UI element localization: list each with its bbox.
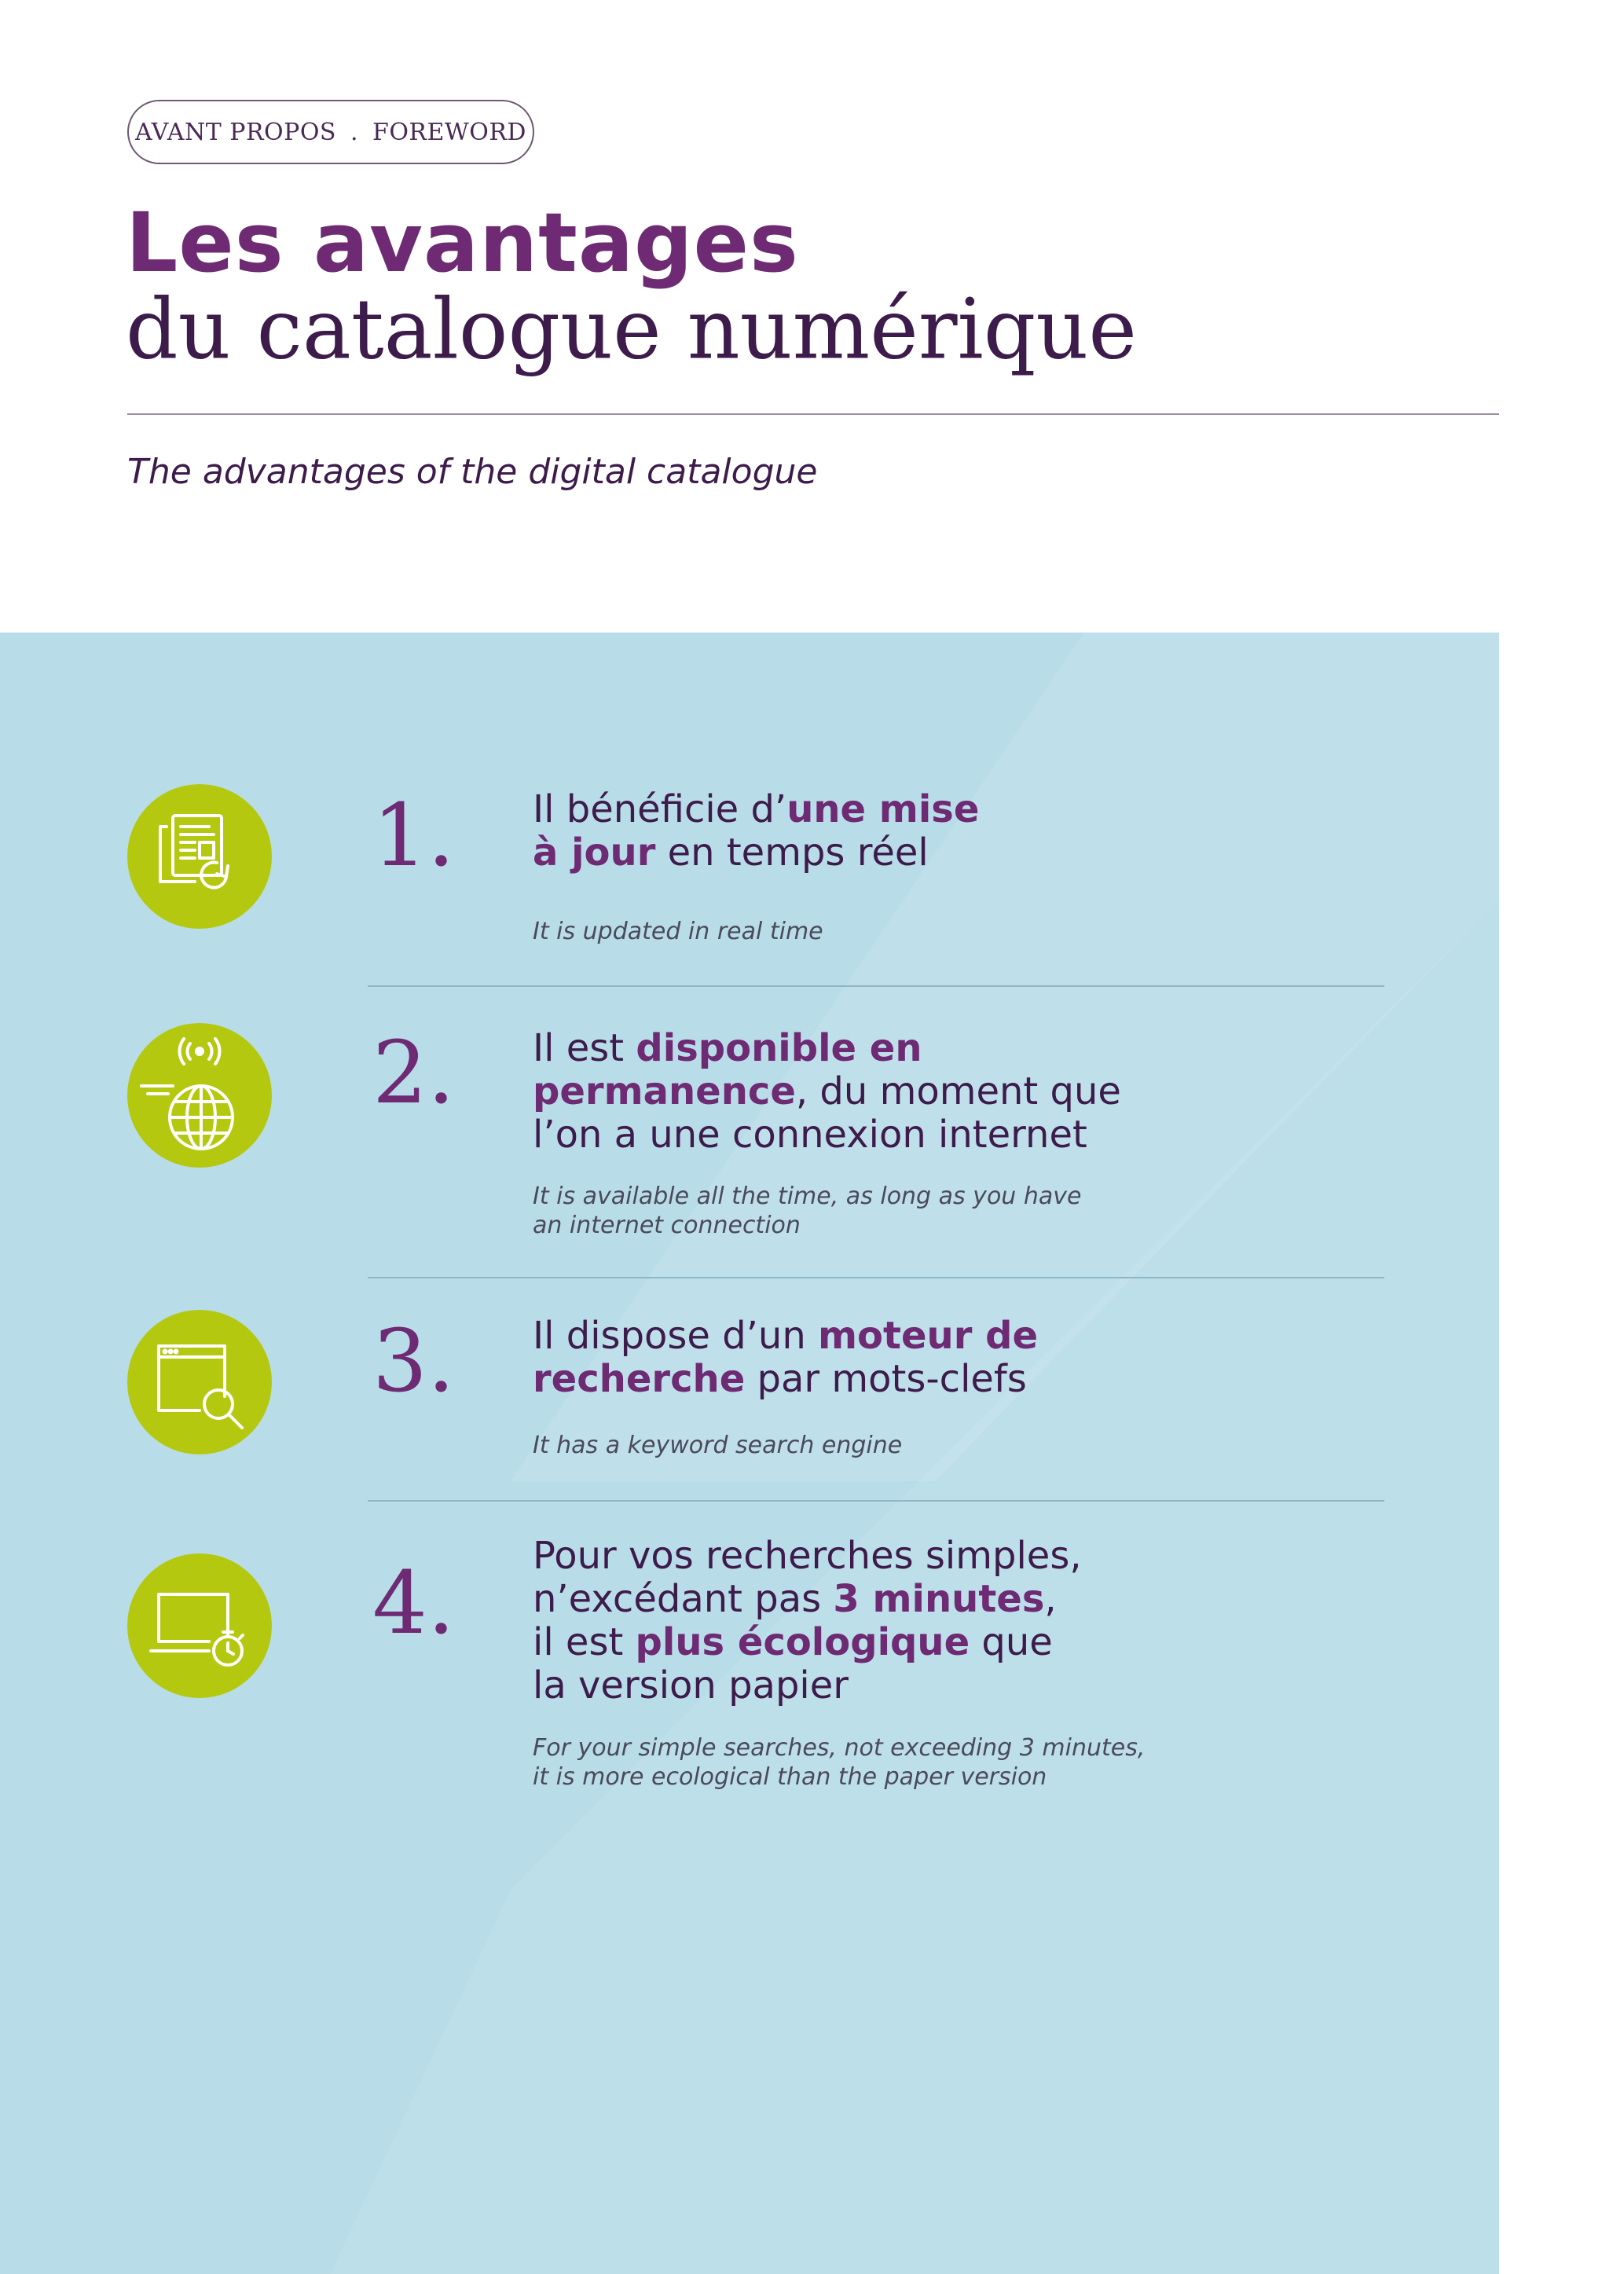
section-tag-en: FOREWORD [372,118,526,146]
section-tag-separator: . [350,118,359,146]
item-divider [368,985,1384,987]
section-tag-fr: AVANT PROPOS [135,118,336,146]
item-number-2: 2. [372,1022,455,1123]
page-title-line2: du catalogue numérique [126,280,1137,379]
item-divider [368,1277,1384,1278]
browser-search-icon [127,1310,272,1454]
globe-wifi-icon [127,1023,272,1168]
item-text-en-2: It is available all the time, as long as you have an internet connection [533,1183,1082,1239]
item-number-4: 4. [372,1553,455,1653]
page-subtitle: The advantages of the digital catalogue [127,452,818,492]
document-refresh-icon [127,784,272,929]
laptop-timer-icon [127,1553,272,1698]
item-text-fr-2: Il est disponible en permanence, du moment que l’on a une connexion internet [533,1026,1121,1157]
item-number-3: 3. [372,1311,455,1411]
advantages-panel [0,633,1499,2274]
item-text-en-4: For your simple searches, not exceeding 3 minutes, it is more ecological than the paper version [533,1734,1146,1791]
item-text-fr-3: Il dispose d’un moteur de recherche par mots-clefs [533,1314,1038,1401]
title-divider [127,413,1499,415]
section-tag [127,100,534,164]
page-title-line1: Les avantages [126,195,799,291]
item-number-1: 1. [372,785,455,886]
item-divider [368,1500,1384,1502]
item-text-fr-1: Il bénéficie d’une mise à jour en temps réel [533,787,980,875]
item-text-en-1: It is updated in real time [533,918,823,945]
item-text-fr-4: Pour vos recherches simples, n’excédant pas 3 minutes, il est plus écologique que la version papier [533,1534,1082,1707]
item-text-en-3: It has a keyword search engine [533,1432,903,1459]
